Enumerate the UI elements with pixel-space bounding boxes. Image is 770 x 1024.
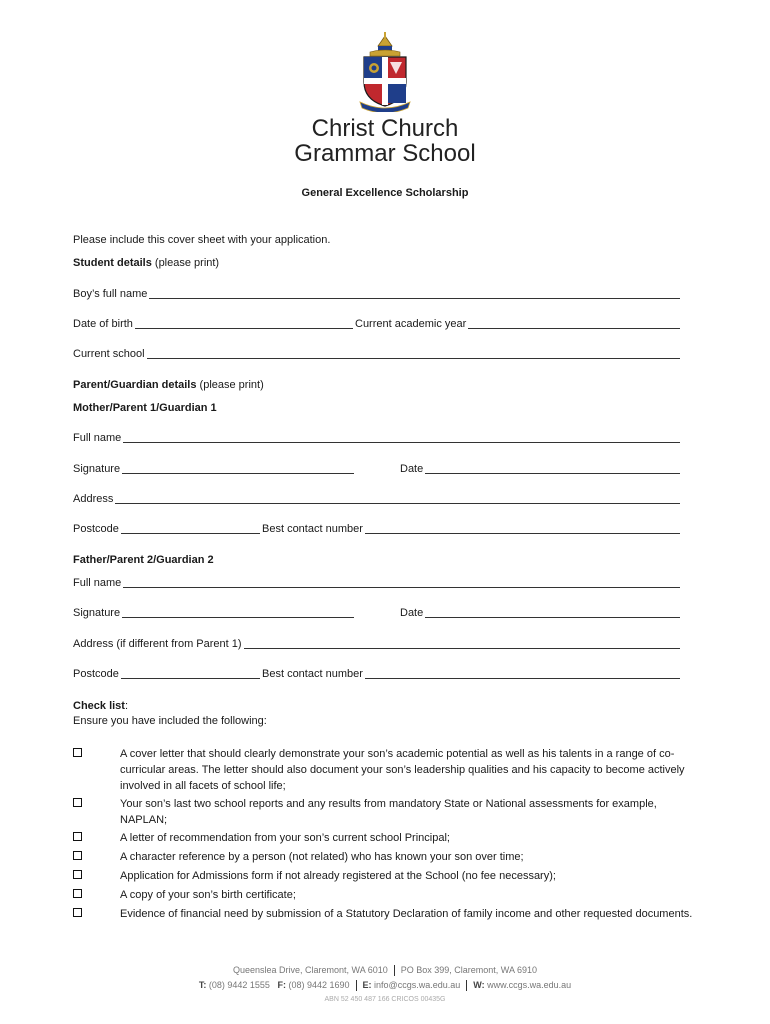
footer-separator [466, 980, 467, 991]
current-academic-year-field[interactable] [355, 317, 680, 331]
checklist-item-birth-certificate: A copy of your son’s birth certificate; [120, 889, 296, 901]
parent2-date-line[interactable] [425, 607, 680, 618]
checklist-checkbox-school-reports[interactable] [73, 798, 82, 807]
current-academic-year-label: Current academic year [355, 318, 467, 330]
footer-email[interactable]: info@ccgs.wa.edu.au [374, 980, 461, 990]
current-school-label: Current school [73, 348, 145, 360]
parent2-contact-line[interactable] [365, 668, 680, 679]
school-name-line2: Grammar School [294, 140, 476, 167]
parent2-postcode-line[interactable] [121, 668, 260, 679]
parent2-signature-field[interactable] [73, 606, 354, 620]
parent1-postcode-label: Postcode [73, 523, 119, 535]
checklist-colon: : [124, 700, 129, 712]
checklist-checkbox-character-reference[interactable] [73, 851, 82, 860]
parent-details-heading [73, 378, 264, 392]
parent2-signature-label: Signature [73, 607, 121, 619]
checklist-checkbox-cover-letter[interactable] [73, 748, 82, 757]
checklist-heading [73, 699, 128, 713]
checklist-item-character-reference: A character reference by a person (not related) who has known your son over time; [120, 851, 524, 863]
student-details-note: (please print) [151, 257, 220, 269]
parent1-postcode-line[interactable] [121, 523, 260, 534]
intro-text: Please include this cover sheet with your application. [73, 234, 331, 246]
checklist-item-financial-need: Evidence of financial need by submission of a Statutory Declaration of family income and other requested documents. [120, 908, 693, 920]
parent2-date-label: Date [400, 607, 424, 619]
checklist-subheading: Ensure you have included the following: [73, 715, 267, 727]
parent-details-title: Parent/Guardian details [73, 379, 197, 391]
parent1-full-name-label: Full name [73, 432, 122, 444]
footer-po-box: PO Box 399, Claremont, WA 6910 [400, 965, 537, 975]
parent-details-note: (please print) [196, 379, 264, 391]
parent2-date-field[interactable] [400, 606, 680, 620]
current-school-field[interactable] [73, 347, 680, 361]
parent2-heading: Father/Parent 2/Guardian 2 [73, 554, 214, 566]
footer-separator [394, 965, 395, 976]
parent1-signature-label: Signature [73, 463, 121, 475]
checklist-item-school-reports: Your son’s last two school reports and any results from mandatory State or National assessments for example, NAPLAN; [120, 798, 657, 826]
parent2-full-name-field[interactable] [73, 576, 680, 590]
parent2-signature-line[interactable] [122, 607, 354, 618]
student-details-title: Student details [73, 257, 152, 269]
parent1-contact-label: Best contact number [262, 523, 363, 535]
parent2-address-line[interactable] [244, 638, 680, 649]
parent2-address-field[interactable] [73, 637, 680, 651]
checklist-item-principal-letter: A letter of recommendation from your son’s current school Principal; [120, 832, 450, 844]
parent2-contact-field[interactable] [262, 667, 680, 681]
footer-fax-label: F: [277, 980, 286, 990]
parent2-postcode-field[interactable] [73, 667, 260, 681]
boys-full-name-label: Boy’s full name [73, 288, 148, 300]
parent1-signature-line[interactable] [122, 463, 354, 474]
boys-full-name-field[interactable] [73, 287, 680, 301]
checklist-item-admissions-form: Application for Admissions form if not already registered at the School (no fee necessary); [120, 870, 556, 882]
checklist-checkbox-birth-certificate[interactable] [73, 889, 82, 898]
parent1-address-line[interactable] [115, 493, 680, 504]
student-details-heading [73, 256, 219, 270]
footer-phone-label: T: [198, 980, 207, 990]
footer-website[interactable]: www.ccgs.wa.edu.au [487, 980, 572, 990]
parent1-full-name-field[interactable] [73, 431, 680, 445]
parent2-postcode-label: Postcode [73, 668, 119, 680]
footer-contact-line [0, 980, 770, 991]
boys-full-name-line[interactable] [149, 288, 680, 299]
parent1-date-field[interactable] [400, 462, 680, 476]
checklist-checkbox-principal-letter[interactable] [73, 832, 82, 841]
parent1-contact-line[interactable] [365, 523, 680, 534]
parent1-date-line[interactable] [425, 463, 680, 474]
footer-street-address: Queenslea Drive, Claremont, WA 6010 [233, 965, 388, 975]
parent1-address-label: Address [73, 493, 114, 505]
parent1-date-label: Date [400, 463, 424, 475]
date-of-birth-label: Date of birth [73, 318, 133, 330]
current-academic-year-line[interactable] [468, 318, 680, 329]
checklist-title: Check list [73, 700, 125, 712]
footer-web-label: W: [473, 980, 485, 990]
footer-abn: ABN 52 450 487 166 CRICOS 00435G [324, 996, 446, 1003]
footer-address-line [0, 965, 770, 976]
checklist-item-cover-letter: A cover letter that should clearly demonstrate your son’s academic potential as well as his talents in a range of co-curricular areas. The letter should also document your son’s leadership qualities and his capacity to become actively involved in all facets of school life; [120, 748, 685, 792]
parent1-postcode-field[interactable] [73, 522, 260, 536]
footer-fax: (08) 9442 1690 [288, 980, 350, 990]
parent1-full-name-line[interactable] [123, 432, 680, 443]
parent2-address-label: Address (if different from Parent 1) [73, 638, 242, 650]
footer-separator [356, 980, 357, 991]
parent1-address-field[interactable] [73, 492, 680, 506]
date-of-birth-field[interactable] [73, 317, 353, 331]
current-school-line[interactable] [147, 348, 680, 359]
parent2-contact-label: Best contact number [262, 668, 363, 680]
parent2-full-name-line[interactable] [123, 577, 680, 588]
school-name-line1: Christ Church [311, 115, 459, 142]
parent1-signature-field[interactable] [73, 462, 354, 476]
parent1-heading: Mother/Parent 1/Guardian 1 [73, 402, 217, 414]
footer-phone: (08) 9442 1555 [208, 980, 270, 990]
date-of-birth-line[interactable] [135, 318, 353, 329]
parent1-contact-field[interactable] [262, 522, 680, 536]
school-crest-logo [356, 32, 414, 112]
checklist-checkbox-financial-need[interactable] [73, 908, 82, 917]
checklist-checkbox-admissions-form[interactable] [73, 870, 82, 879]
parent2-full-name-label: Full name [73, 577, 122, 589]
document-title: General Excellence Scholarship [301, 187, 469, 199]
footer-email-label: E: [362, 980, 372, 990]
